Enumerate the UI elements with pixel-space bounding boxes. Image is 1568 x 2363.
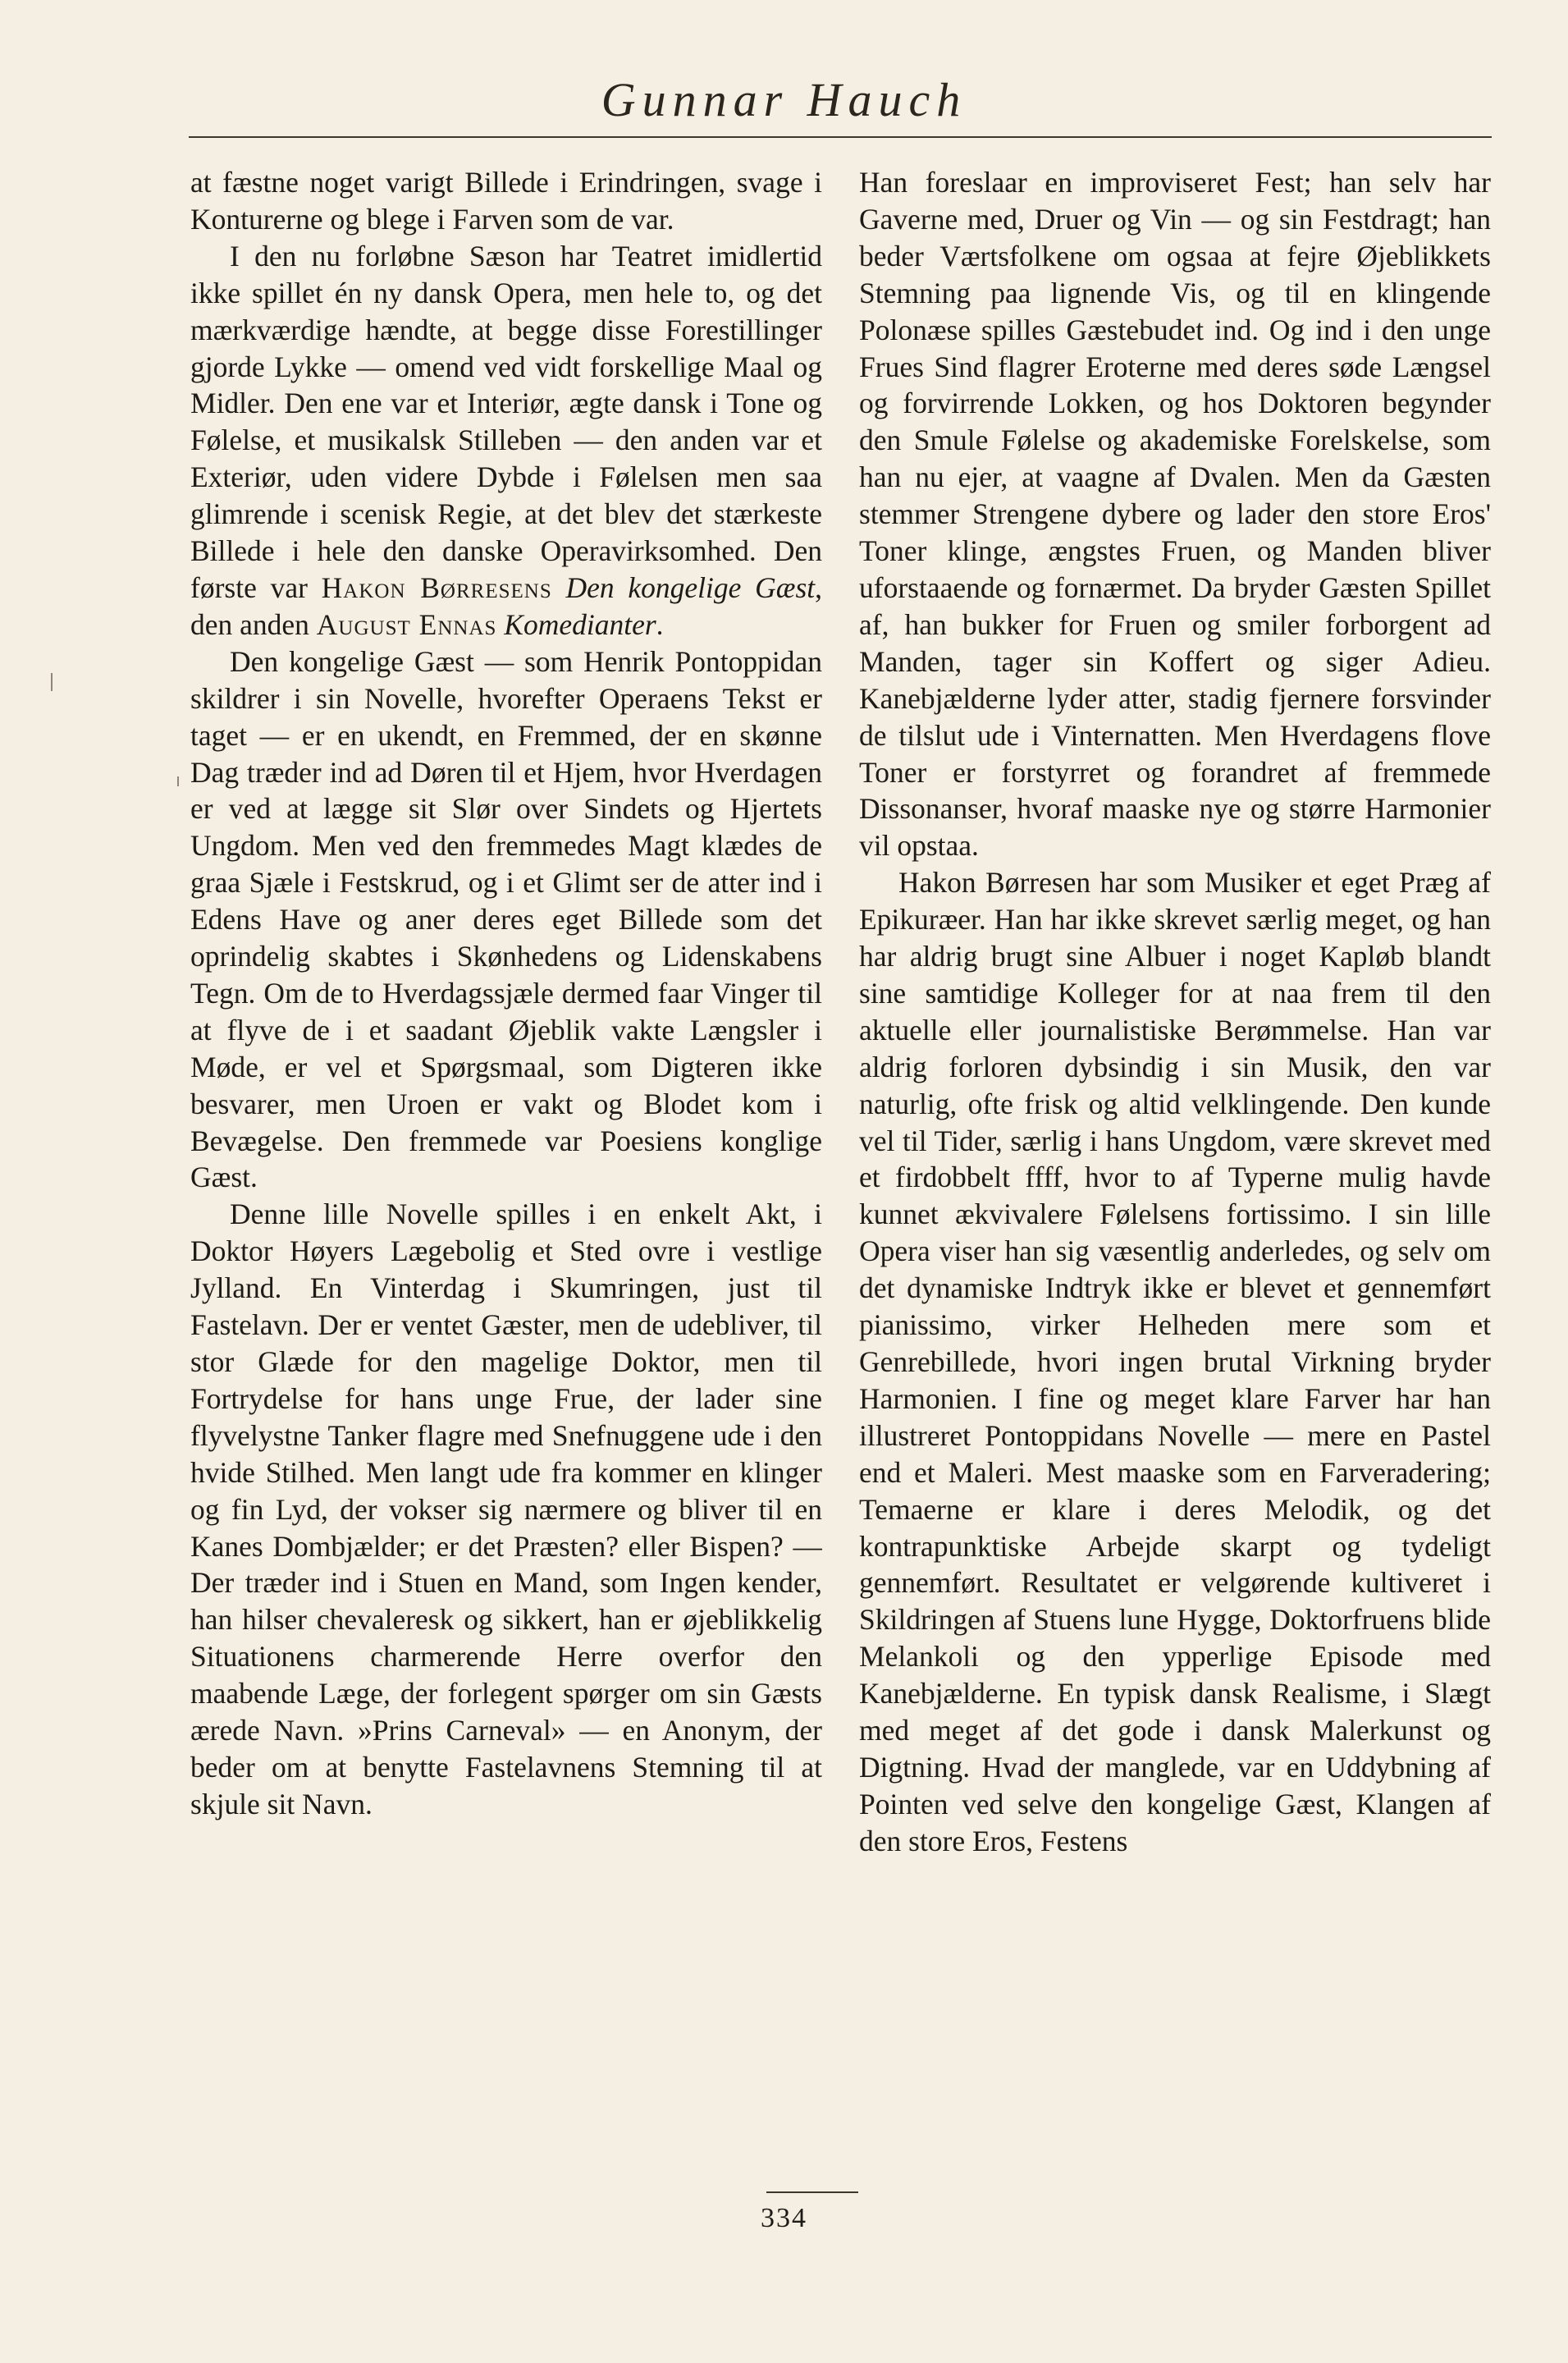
left-column [190,164,822,2167]
work-title: Den kongelige Gæst [565,570,816,604]
paragraph: at fæstne noget varigt Billede i Erindringen, svage i Konturerne og blege i Farven som de var. [190,166,822,236]
paragraph: Denne lille Novelle spilles i en enkelt Akt, i Doktor Høyers Lægebolig et Sted ovre i vestlige Jylland. En Vinterdag i Skumringen, just til Fastelavn. Der er ventet Gæster, men de udebliver, til stor Glæde for den magelige Doktor, men til Fortrydelse for hans unge Frue, der lader sine flyvelystne Tanker flagre med Snefnuggene ude i den hvide Stilhed. Men langt ude fra kommer en klinger og fin Lyd, der vokser sig nærmere og bliver til en Kanes Dombjælder; er det Præsten? eller Bispen? — Der træder ind i Stuen en Mand, som Ingen kender, han hilser chevaleresk og sikkert, han er øjeblikkelig Situationens charmerende Herre overfor den maabende Læge, der forlegent spørger om sin Gæsts ærede Navn. »Prins Carneval» — en Anonym, der beder om at benytte Fastelavnens Stemning til at skjule sit Navn. [190,1198,822,1820]
paragraph: I den nu forløbne Sæson har Teatret imidlertid ikke spillet én ny dansk Opera, men hele to, og det mærkværdige hændte, at begge disse Forestillinger gjorde Lykke — omend ved vidt forskellige Maal og Midler. Den ene var et Interiør, ægte dansk i Tone og Følelse, et musikalsk Stilleben — den anden var et Exteriør, uden videre Dybde i Følelsen men saa glimrende i scenisk Regie, at det blev det stærkeste Billede i hele den danske Operavirksomhed. Den første var Hakon Børresens Den kongelige Gæst, den anden August Ennas Komedianter. [190,239,822,641]
margin-mark [177,776,179,786]
paragraph: Han foreslaar en improviseret Fest; han selv har Gaverne med, Druer og Vin — og sin Festdragt; han beder Værtsfolkene om ogsaa at fejre Øjeblikkets Stemning paa lignende Vis, og til en klingende Polonæse spilles Gæstebudet ind. Og ind i den unge Frues Sind flagrer Eroterne med deres søde Længsel og forvirrende Lokken, og hos Doktoren begynder den Smule Følelse og akademiske Forelskelse, som han nu ejer, at vaagne af Dvalen. Men da Gæsten stemmer Strengene dybere og lader den store Eros' Toner klinge, ængstes Fruen, og Manden bliver uforstaaende og fornærmet. Da bryder Gæsten Spillet af, han bukker for Fruen og smiler forborgent ad Manden, tager sin Koffert og siger Adieu. Kanebjælderne lyder atter, stadig fjernere forsvinder de tilslut ude i Vinternatten. Men Hverdagens flove Toner er forstyrret og forandret af fremmede Dissonanser, hvoraf maaske nye og større Harmonier vil opstaa. [859,166,1491,863]
margin-mark [51,673,53,691]
paragraph: Den kongelige Gæst — som Henrik Pontoppidan skildrer i sin Novelle, hvorefter Operaens Tekst er taget — er en ukendt, en Fremmed, der en skønne Dag træder ind ad Døren til et Hjem, hvor Hverdagen er ved at lægge sit Slør over Sindets og Hjertets Ungdom. Men ved den fremmedes Magt klædes de graa Sjæle i Festskrud, og i et Glimt ser de atter ind i Edens Have og aner deres eget Billede som det oprindelig skabtes i Skønhedens og Lidenskabens Tegn. Om de to Hverdagssjæle dermed faar Vinger til at flyve de i et saadant Øjeblik vakte Længsler i Møde, er vel et Spørgsmaal, som Digteren ikke besvarer, men Uroen er vakt og Blodet kom i Bevægelse. Den fremmede var Poesiens konglige Gæst. [190,644,822,1194]
running-header: Gunnar Hauch [601,73,967,126]
header-rule [189,136,1492,138]
right-column [859,164,1491,2167]
author-name: Hakon Børresens [321,570,552,604]
page-number: 334 [761,2203,807,2233]
author-name: August Ennas [316,607,497,641]
paragraph: Hakon Børresen har som Musiker et eget Præg af Epikuræer. Han har ikke skrevet særlig meget, og han har aldrig brugt sine Albuer i noget Kapløb blandt sine samtidige Kolleger for at naa frem til den aktuelle eller journalistiske Berømmelse. Han var aldrig forloren dybsindig i sin Musik, den var naturlig, ofte frisk og altid velklingende. Den kunde vel til Tider, særlig i hans Ungdom, være skrevet med et firdobbelt ffff, hvor to af Typerne mulig havde kunnet ækvivalere Følelsens fortissimo. I sin lille Opera viser han sig væsentlig anderledes, og selv om det dynamiske Indtryk ikke er blevet et gennemført pianissimo, virker Helheden mere som et Genrebillede, hvori ingen brutal Virkning bryder Harmonien. I fine og meget klare Farver har han illustreret Pontoppidans Novelle — mere en Pastel end et Maleri. Mest maaske som en Farveradering; Temaerne er klare i deres Melodik, og det kontrapunktiske Arbejde skarpt og tydeligt gennemført. Resultatet er velgørende kultiveret i Skildringen af Stuens lune Hygge, Doktorfruens blide Melankoli og den ypperlige Episode med Kanebjælderne. En typisk dansk Realisme, i Slægt med meget af det gode i dansk Malerkunst og Digtning. Hvad der manglede, var en Uddybning af Pointen ved selve den kongelige Gæst, Klangen af den store Eros, Festens [859,866,1491,1857]
work-title: Komedianter [504,607,656,641]
footer-rule [766,2191,858,2193]
